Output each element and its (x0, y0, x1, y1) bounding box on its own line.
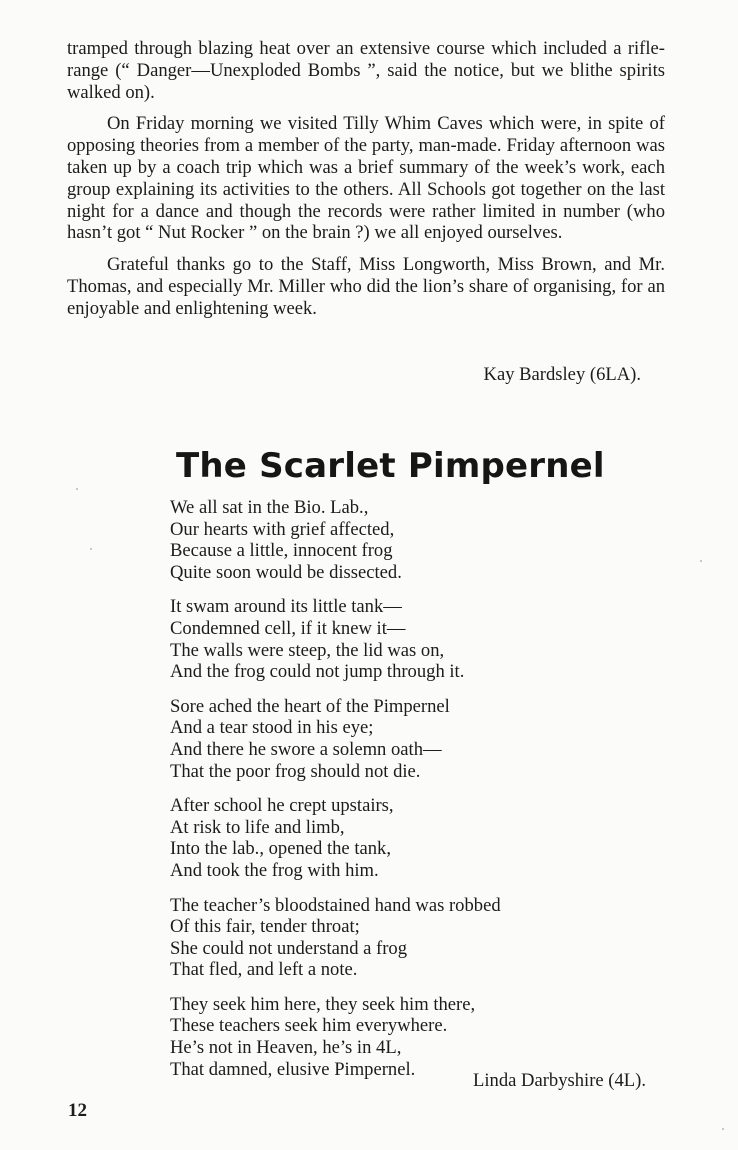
poem-line: That the poor frog should not die. (170, 760, 421, 782)
poem-line: That fled, and left a note. (170, 959, 358, 981)
poem-line: These teachers seek him everywhere. (170, 1015, 448, 1037)
article-signature: Kay Bardsley (6LA). (483, 364, 641, 385)
stanza-5 (170, 895, 630, 981)
stanza-1 (170, 497, 630, 583)
poem-line: And took the frog with him. (170, 859, 379, 881)
poem-line: Condemned cell, if it knew it— (170, 617, 406, 639)
prose-paragraph-3: Grateful thanks go to the Staff, Miss Longworth, Miss Brown, and Mr. Thomas, and especially Mr. Miller who did the lion’s share of organising, for an enjoyable and enlightening week. (67, 254, 665, 319)
poem (170, 497, 630, 1093)
poem-line: Because a little, innocent frog (170, 540, 393, 562)
poem-line: Quite soon would be dissected. (170, 561, 402, 583)
poem-line: It swam around its little tank— (170, 596, 402, 618)
poem-line: That damned, elusive Pimpernel. (170, 1058, 416, 1080)
prose-paragraph-1: tramped through blazing heat over an extensive course which included a rifle-range (“ Danger—Unexploded Bombs ”, said the notice, but we blithe spirits walked on). (67, 38, 665, 103)
stanza-2 (170, 596, 630, 682)
print-speck (76, 488, 78, 490)
poem-line: The walls were steep, the lid was on, (170, 639, 445, 661)
poem-title: The Scarlet Pimpernel (176, 446, 605, 486)
print-speck (722, 1128, 724, 1130)
print-speck (90, 548, 92, 550)
poem-line: Of this fair, tender throat; (170, 916, 360, 938)
stanza-4 (170, 795, 630, 881)
poem-line: After school he crept upstairs, (170, 795, 394, 817)
poem-line: Our hearts with grief affected, (170, 518, 395, 540)
poem-signature: Linda Darbyshire (4L). (473, 1070, 646, 1091)
prose-paragraph-2: On Friday morning we visited Tilly Whim Caves which were, in spite of opposing theories from a member of the party, man-made. Friday afternoon was taken up by a coach trip which was a brief summary of the week’s work, each group explaining its activities to the others. All Schools got together on the last night for a dance and though the records were rather limited in number (who hasn’t got “ Nut Rocker ” on the brain ?) we all enjoyed ourselves. (67, 113, 665, 244)
page-number: 12 (68, 1100, 87, 1121)
poem-line: We all sat in the Bio. Lab., (170, 497, 369, 518)
poem-line: At risk to life and limb, (170, 816, 345, 838)
poem-line: Into the lab., opened the tank, (170, 838, 391, 860)
stanza-3 (170, 696, 630, 782)
poem-line: The teacher’s bloodstained hand was robbed (170, 894, 501, 916)
stanza-6 (170, 994, 630, 1080)
article-conclusion (67, 38, 665, 330)
poem-line: And a tear stood in his eye; (170, 717, 374, 739)
poem-line: Sore ached the heart of the Pimpernel (170, 695, 450, 717)
poem-line: They seek him here, they seek him there, (170, 993, 476, 1015)
poem-line: He’s not in Heaven, he’s in 4L, (170, 1037, 402, 1059)
poem-line: She could not understand a frog (170, 937, 408, 959)
print-speck (700, 560, 702, 562)
poem-line: And there he swore a solemn oath— (170, 738, 442, 760)
poem-line: And the frog could not jump through it. (170, 661, 465, 683)
